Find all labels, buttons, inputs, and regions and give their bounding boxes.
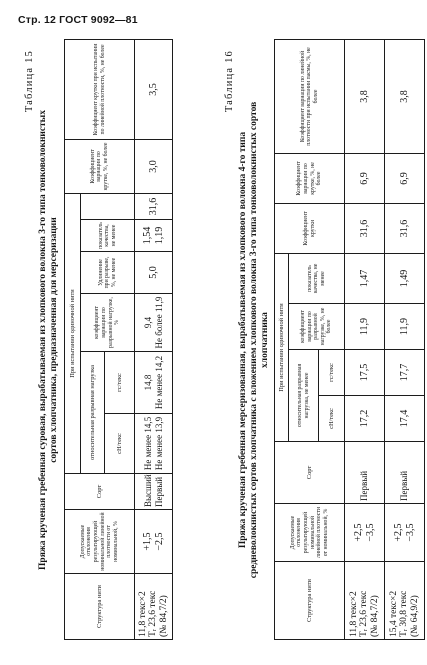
t16-header-sort: Сорт (275, 442, 345, 504)
t15-header-deviation: Допускаемые отклонения результирующей номинальной линейной плотности от номинальной, % (65, 510, 135, 574)
t16-row1-structure-line-1: 11,8 текс×2 (348, 591, 359, 637)
t16-row1-linear-cv: 3,8 (345, 39, 385, 153)
t15-sort-top: Высший (142, 474, 153, 507)
t16-header-deviation: Допускаемые отклонения результирующей номинальной линейной плотности от номинальной, % (275, 504, 345, 562)
t15-sort-first: Первый (153, 476, 164, 507)
t15-header-single-thread: При испытании одиночной нити (65, 193, 81, 473)
t16-row1-twist-cv: 6,9 (345, 153, 385, 203)
t16-row1-twist-coef: 31,6 (345, 203, 385, 253)
t16-row2-deviation-minus: −3,5 (404, 523, 416, 542)
t16-row2-quality: 1,49 (385, 253, 425, 303)
table-15 (64, 39, 173, 640)
t16-header-single-thread: При испытании одиночной нити (275, 253, 289, 441)
t15-header-extra (81, 193, 135, 219)
table-16-label: Таблица 16 (224, 50, 235, 113)
t15-deviation-plus: +1,5 (141, 532, 153, 551)
t15-header-structure: Структура нити (65, 574, 135, 640)
t15-header-sort: Сорт (65, 474, 135, 510)
table-15-title-line-1: Пряжа крученая гребенная суровая, вырабатываемая из хлопкового волокна 3-го типа тонковолокнистых (38, 110, 48, 570)
t15-header-cn-tex: сН/текс (105, 414, 135, 474)
rotated-page-content (20, 40, 420, 640)
t15-cv-cell (135, 294, 173, 352)
t16-row2-cn: 17,4 (385, 396, 425, 442)
t15-structure-line-1: 11,8 текс×2 (137, 591, 148, 637)
table-16-title-line-1: Пряжа крученая гребенная мерсеризованная, вырабатываемая из хлопкового волокна 4-го типа (238, 131, 248, 549)
t15-quality-cell (135, 220, 173, 252)
table-16 (274, 39, 425, 640)
t15-gs-first: Не менее 14,2 (153, 355, 164, 410)
t15-header-quality: показатель качества, не менее (81, 220, 135, 252)
t15-deviation-minus: −2,5 (153, 532, 165, 551)
t16-header-twist-coef: Коэффициент крутки (275, 203, 345, 253)
table-16-title-line-2: средневолокнистых сортов хлопчатника с вложением хлопкового волокна 3-го типа тонковолокнистых сортов (249, 101, 259, 579)
t15-header-cv: коэффициент вариации по разрывной нагрузке, % (81, 294, 135, 352)
t16-header-linear-cv: Коэффициент вариации по линейной плотности при испытании пасмы, %, не более (275, 39, 345, 153)
t15-twist-cv-value: 31,6 (135, 193, 173, 219)
t16-row2-structure-line-3: (№ 64,9/2) (409, 595, 420, 637)
t15-twist-effective-value: 3,0 (135, 139, 173, 193)
t15-header-twist-effective: Коэффициент крутки при испытании по линейной плотности, %, не более (65, 39, 135, 139)
t16-row2-structure (385, 562, 425, 640)
t16-row2-deviation-plus: +2,5 (392, 523, 404, 542)
t15-deviation-cell (135, 510, 173, 574)
t15-header-gs-tex: гс/текс (105, 352, 135, 414)
t15-structure-cell (135, 574, 173, 640)
t16-row1-structure-line-3: (№ 84,7/2) (369, 595, 380, 637)
t16-header-strength: относительная разрывная нагрузка, не менее (289, 350, 319, 442)
t16-row1-cv: 11,9 (345, 304, 385, 350)
t15-cn-cell (135, 414, 173, 474)
t16-row2-structure-line-2: Tᵣ 30,8 текс (399, 590, 410, 637)
t15-gs-cell (135, 352, 173, 414)
t15-cv-top: 9,4 (142, 316, 153, 329)
t16-row1-sort: Первый (345, 442, 385, 504)
t16-header-gs-tex: гс/текс (319, 350, 345, 396)
t16-header-cv: коэффициент вариации по разрывной нагрузке, %, не более (289, 304, 345, 350)
t16-row2-structure-line-1: 15,4 текс×2 (388, 590, 399, 637)
t15-header-strength: относительная разрывная нагрузка (81, 352, 105, 474)
t16-row1-deviation-minus: −3,5 (364, 523, 376, 542)
table-15-title (38, 40, 60, 640)
t16-header-cn-tex: сН/текс (319, 396, 345, 442)
t15-elongation-value: 5,0 (135, 252, 173, 294)
t15-quality-top: 1,54 (141, 226, 153, 245)
t16-row2-deviation (385, 504, 425, 562)
table-row (345, 39, 385, 639)
table-15-title-line-2: сортов хлопчатника, предназначенная для мерсеризации (49, 217, 59, 463)
t16-row2-twist-cv: 6,9 (385, 153, 425, 203)
t15-cn-top: Не менее 14,5 (142, 416, 153, 471)
t16-row1-gs: 17,5 (345, 350, 385, 396)
t16-row2-cv: 11,9 (385, 304, 425, 350)
page-header: Стр. 12 ГОСТ 9092—81 (18, 14, 138, 26)
table-16-title-line-3: хлопчатника (260, 312, 270, 368)
t16-row1-structure (345, 562, 385, 640)
t15-gs-top: 14,8 (142, 374, 153, 391)
table-16-title (238, 40, 271, 640)
t16-row1-deviation (345, 504, 385, 562)
t16-row1-structure-line-2: Tᵣ 23,6 текс (359, 590, 370, 637)
t15-cv-first: Не более 11,9 (153, 296, 164, 349)
t16-row1-cn: 17,2 (345, 396, 385, 442)
t16-row1-quality: 1,47 (345, 253, 385, 303)
t15-sort-cell (135, 474, 173, 510)
t15-structure-line-2: Tᵣ 23,6 текс (148, 590, 159, 637)
t15-header-elongation: Удлинение при разрыве, %, не менее (81, 252, 135, 294)
t16-row2-sort: Первый (385, 442, 425, 504)
t16-header-structure: Структура нити (275, 562, 345, 640)
table-15-label: Таблица 15 (24, 50, 35, 113)
t15-header-twist-cv: Коэффициент вариации по крутке, %, не более (65, 139, 135, 193)
t15-quality-first: 1,19 (153, 226, 165, 245)
t16-header-quality: показатель качества, не менее (289, 253, 345, 303)
table-row (385, 39, 425, 639)
t16-row2-linear-cv: 3,8 (385, 39, 425, 153)
t15-cn-first: Не менее 13,9 (153, 416, 164, 471)
t16-row1-deviation-plus: +2,5 (352, 523, 364, 542)
t16-row2-gs: 17,7 (385, 350, 425, 396)
t16-row2-twist-coef: 31,6 (385, 203, 425, 253)
t15-structure-line-3: (№ 84,7/2) (158, 595, 169, 637)
t16-header-twist-cv: Коэффициент вариации по крутке, %, не более (275, 153, 345, 203)
t15-last-value: 3,5 (135, 39, 173, 139)
